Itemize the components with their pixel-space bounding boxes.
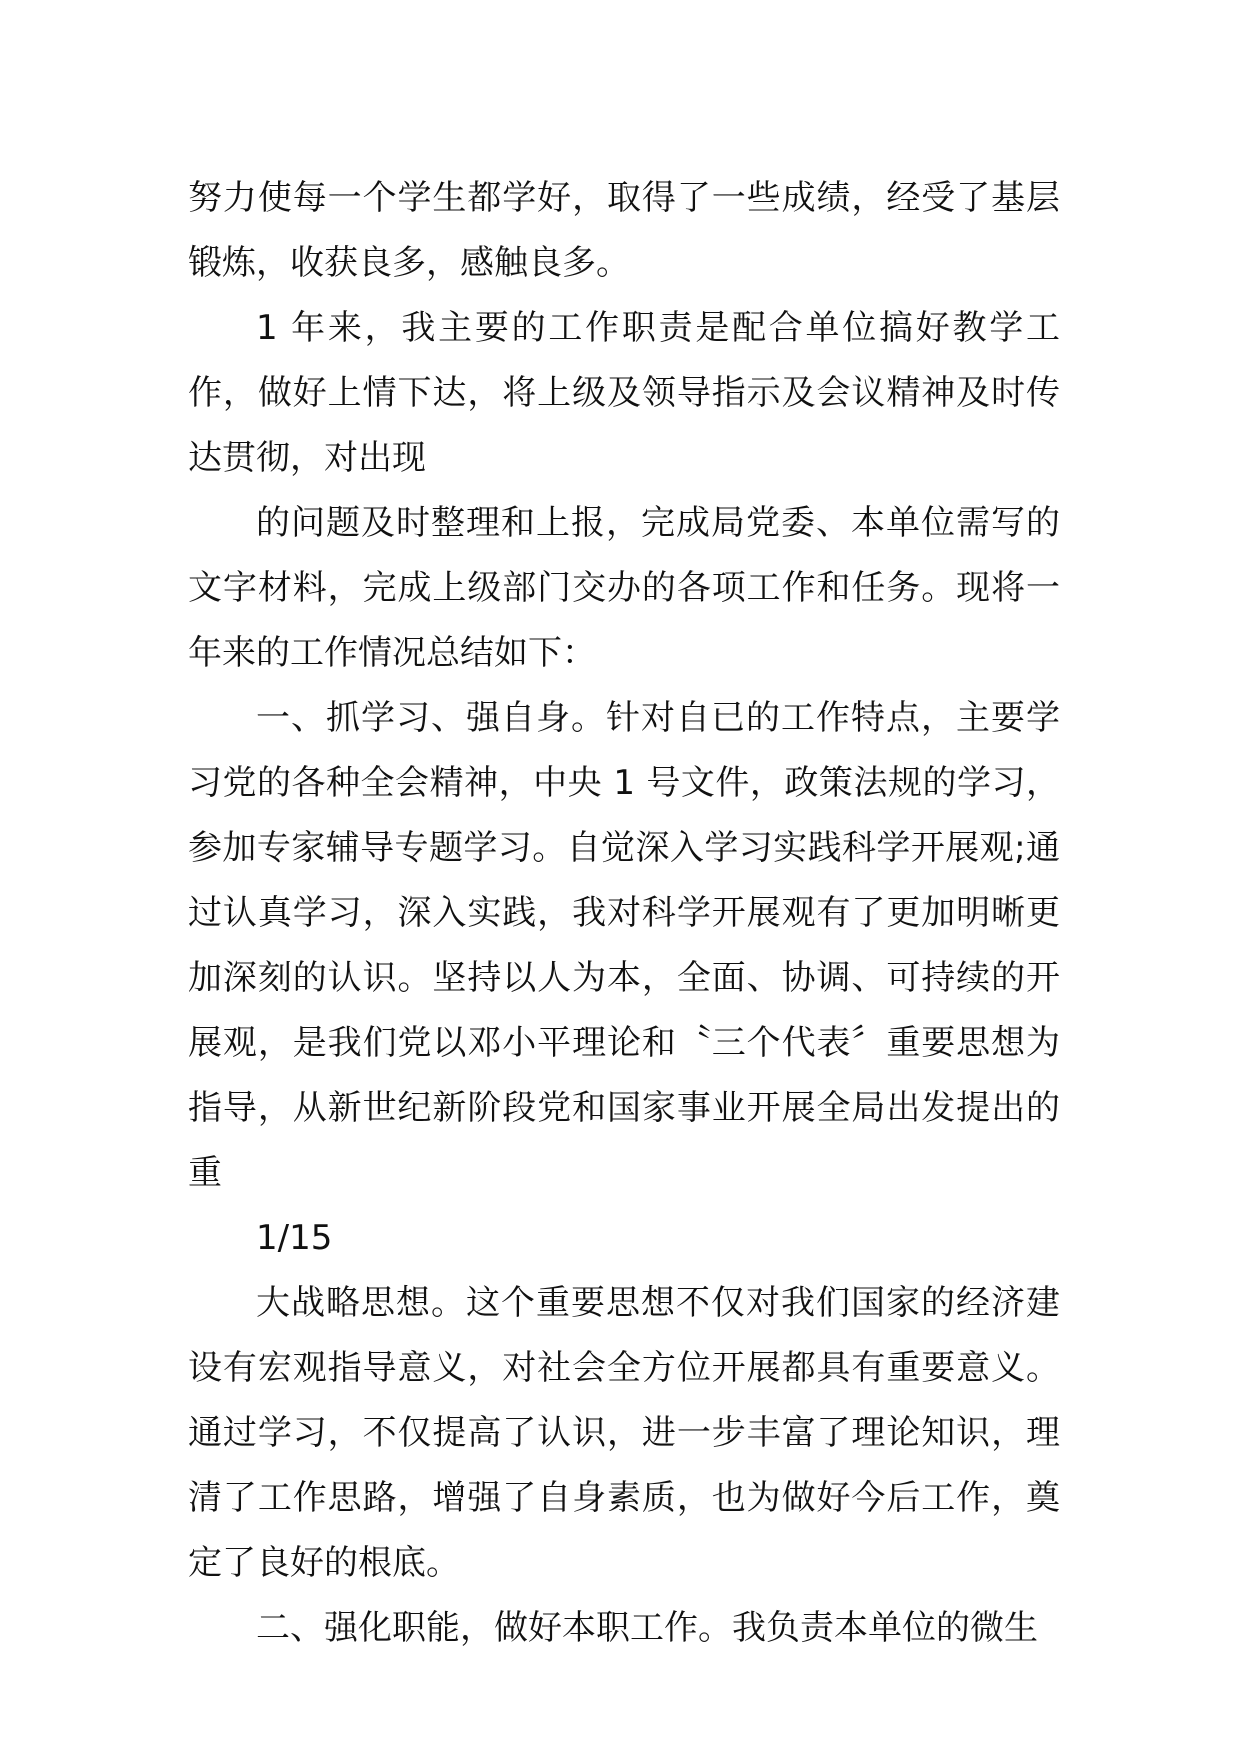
paragraph-5: 大战略思想。这个重要思想不仅对我们国家的经济建设有宏观指导意义，对社会全方位开展都具有重要意义。通过学习，不仅提高了认识，进一步丰富了理论知识，理清了工作思路，增强了自身素质，也为做好今后工作，奠定了良好的根底。 (188, 1283, 1060, 1583)
document-body (188, 166, 1060, 1661)
paragraph-2: 1 年来，我主要的工作职责是配合单位搞好教学工作，做好上情下达，将上级及领导指示及会议精神及时传达贯彻，对出现 (188, 308, 1060, 478)
paragraph-4: 一、抓学习、强自身。针对自已的工作特点，主要学习党的各种全会精神，中央 1 号文件，政策法规的学习，参加专家辅导专题学习。自觉深入学习实践科学开展观;通过认真学习，深入实践，我对科学开展观有了更加明晰更加深刻的认识。坚持以人为本，全面、协调、可持续的开展观，是我们党以邓小平理论和〝三个代表〞重要思想为指导，从新世纪新阶段党和国家事业开展全局出发提出的重 (188, 698, 1060, 1193)
paragraph-3: 的问题及时整理和上报，完成局党委、本单位需写的文字材料，完成上级部门交办的各项工作和任务。现将一年来的工作情况总结如下： (188, 503, 1060, 673)
paragraph-1: 努力使每一个学生都学好，取得了一些成绩，经受了基层锻炼，收获良多，感触良多。 (188, 178, 1060, 283)
paragraph-6: 二、强化职能，做好本职工作。我负责本单位的微生 (256, 1608, 1038, 1648)
page-number: 1/15 (256, 1218, 333, 1258)
